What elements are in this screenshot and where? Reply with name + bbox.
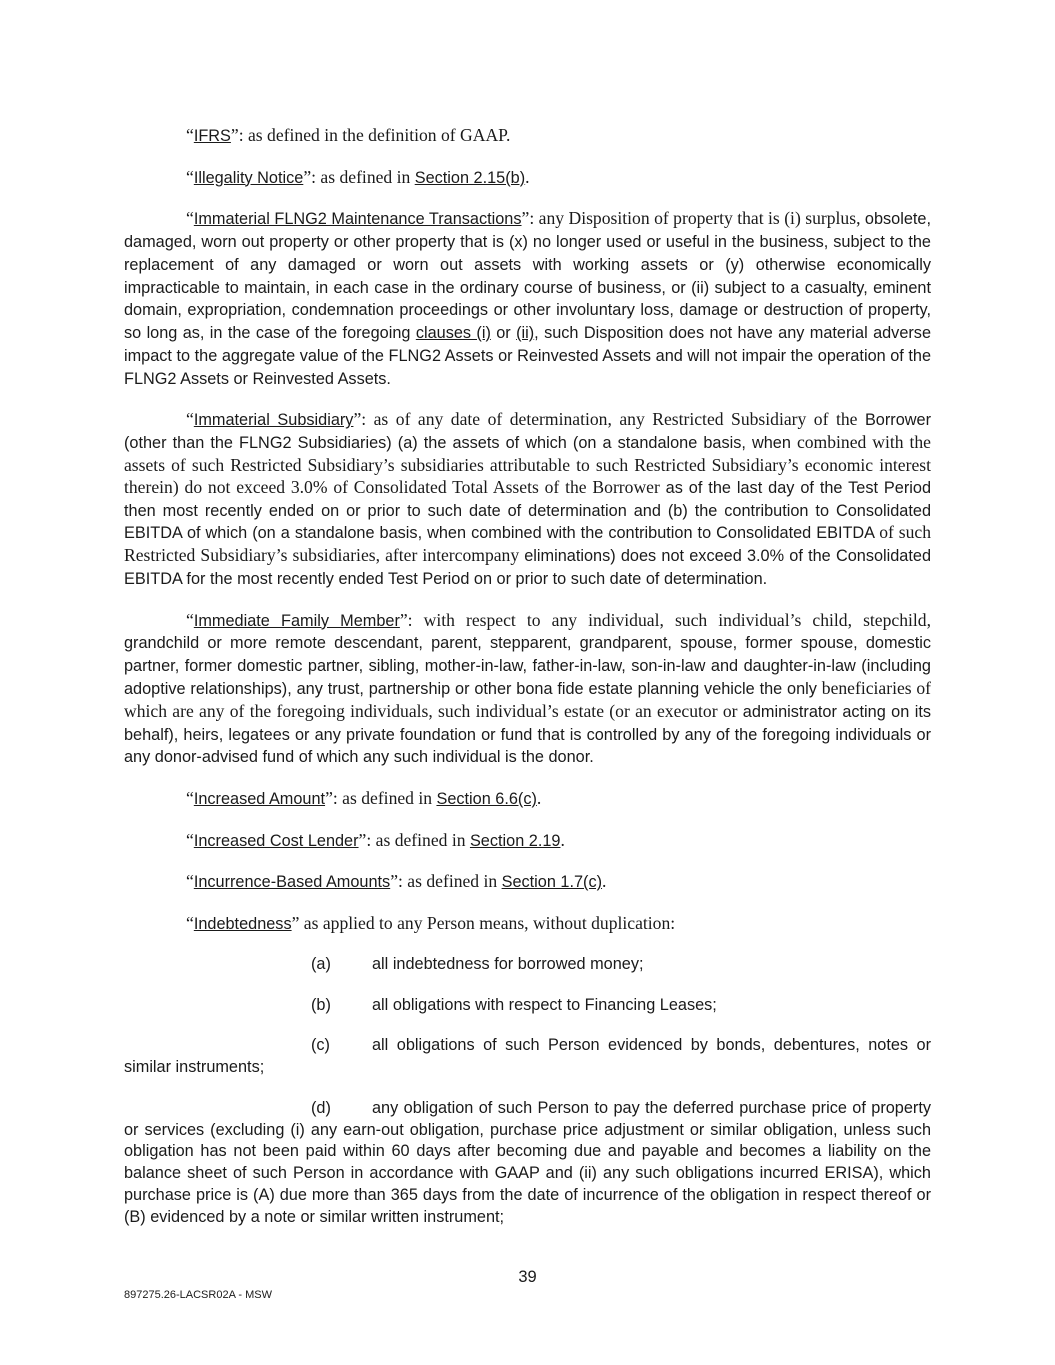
defined-term: Immaterial Subsidiary bbox=[193, 411, 354, 430]
definition-incurrence-based-amounts bbox=[124, 871, 931, 894]
definition-text: Borrower (other than the FLNG2 Subsidiaries) (a) the assets of which (on a standalone basis, when bbox=[124, 411, 931, 453]
open-quote: “ bbox=[186, 166, 194, 187]
clause-text: all obligations of such Person evidenced by bonds, debentures, notes or similar instruments; bbox=[124, 1036, 931, 1077]
definition-text: , such Disposition does not have any material adverse impact to the aggregate value of the FLNG2 Assets or Reinvested Assets and will not impair the operation of the FLNG2 Assets or Reinvested Assets. bbox=[124, 324, 931, 388]
period: . bbox=[536, 787, 542, 808]
defined-term: Immaterial FLNG2 Maintenance Transactions bbox=[193, 210, 522, 229]
definition-text: ” as applied to any Person means, without duplication: bbox=[291, 912, 676, 933]
defined-term: Illegality Notice bbox=[193, 168, 304, 187]
definition-text: obsolete, damaged, worn out property or other property that is (x) no longer used or useful in the business, subject to the replacement of any damaged or worn out assets with working assets or (y) otherwise economically impracticable to maintain, in each case in the ordinary course of business, or (ii) subject to a casualty, eminent domain, expropriation, condemnation proceedings or other involuntary loss, damage or destruction of property, so long as, in the case of the foregoing bbox=[124, 210, 931, 343]
clause-d bbox=[124, 1098, 931, 1229]
definition-text: ”: as of any date of determination, any Restricted Subsidiary of the bbox=[353, 409, 865, 430]
section-reference: Section 1.7(c) bbox=[501, 873, 603, 892]
defined-term: IFRS bbox=[193, 127, 231, 145]
clause-text: any obligation of such Person to pay the deferred purchase price of property or services (excluding (i) any earn-out obligation, purchase price adjustment or similar obligation, unless such obligation has not been paid within 60 days after becoming due and payable and becomes a liability on the balance sheet of such Person in accordance with GAAP and (ii) any such obligations incurred ERISA), which purchase price is (A) due more than 365 days from the date of incurrence of the obligation in respect thereof or (B) evidenced by a note or similar written instrument; bbox=[124, 1098, 931, 1226]
clause-reference: clauses (i) bbox=[415, 324, 491, 343]
definition-ifrs bbox=[124, 125, 931, 148]
clause-b bbox=[124, 995, 931, 1017]
definition-text: of such Restricted Subsidiary’s subsidiaries, after intercompany bbox=[124, 522, 931, 566]
definition-text: ”: as defined in bbox=[325, 787, 437, 808]
period: . bbox=[525, 166, 530, 187]
definition-text: or bbox=[490, 324, 517, 343]
clause-label: (d) bbox=[311, 1098, 331, 1117]
defined-term: Increased Amount bbox=[193, 789, 326, 808]
open-quote: “ bbox=[186, 208, 194, 229]
definition-increased-cost-lender bbox=[124, 830, 931, 853]
section-reference: Section 2.19 bbox=[469, 831, 561, 850]
period: . bbox=[602, 871, 607, 892]
defined-term: Immediate Family Member bbox=[193, 611, 400, 630]
definition-text: administrator acting on its behalf), heirs, legatees or any private foundation or fund that is controlled by any of the foregoing individuals or any donor-advised fund of which any such individual is the donor. bbox=[124, 702, 931, 767]
definition-text: grandchild or more remote descendant, parent, stepparent, grandparent, spouse, former spouse, domestic partner, former domestic partner, sibling, mother-in-law, father-in-law, son-in-law and daughter-in-law (including adoptive relationships), any trust, partnership or other bona fide estate planning vehicle the only bbox=[124, 634, 931, 698]
definition-immaterial-subsidiary bbox=[124, 409, 931, 590]
clause-label: (c) bbox=[311, 1036, 330, 1055]
period: . bbox=[560, 829, 565, 850]
open-quote: “ bbox=[186, 609, 194, 630]
definition-illegality-notice bbox=[124, 167, 931, 190]
page-number: 39 bbox=[518, 1268, 537, 1286]
definition-increased-amount bbox=[124, 788, 931, 811]
defined-term: Incurrence-Based Amounts bbox=[193, 873, 391, 892]
open-quote: “ bbox=[186, 829, 194, 850]
definition-text: ”: with respect to any individual, such individual’s child, stepchild, bbox=[399, 609, 931, 630]
clause-a bbox=[124, 954, 931, 976]
definition-immediate-family-member bbox=[124, 610, 931, 770]
open-quote: “ bbox=[186, 871, 194, 892]
definition-immaterial-flng2 bbox=[124, 208, 931, 390]
defined-term: Indebtedness bbox=[193, 914, 292, 933]
definition-text: ”: as defined in bbox=[303, 166, 415, 187]
definition-text: ”: as defined in bbox=[390, 871, 502, 892]
open-quote: “ bbox=[186, 125, 194, 145]
definition-text: combined with the assets of such Restricted Subsidiary’s subsidiaries attributable to such Restricted Subsidiary’s economic interest therein) do not exceed 3.0% of Consolidated Total Assets of the Borrower bbox=[124, 432, 931, 497]
definition-text: as of the last day of the Test Period then most recently ended on or prior to such date of determination and (b) the contribution to Consolidated EBITDA of which (on a standalone basis, when combined with the contribution to Consolidated EBITDA bbox=[124, 478, 931, 543]
document-body bbox=[124, 125, 931, 1247]
clause-label: (b) bbox=[311, 995, 331, 1014]
section-reference: Section 6.6(c) bbox=[436, 789, 537, 808]
definition-text: ”: as defined in the definition of GAAP. bbox=[230, 125, 511, 145]
open-quote: “ bbox=[186, 912, 194, 933]
section-reference: Section 2.15(b) bbox=[414, 168, 526, 187]
clause-text: all obligations with respect to Financing Leases; bbox=[372, 995, 717, 1014]
definition-indebtedness bbox=[124, 913, 931, 936]
defined-term: Increased Cost Lender bbox=[193, 831, 359, 850]
clause-text: all indebtedness for borrowed money; bbox=[372, 955, 644, 974]
definition-text: beneficiaries of which are any of the foregoing individuals, such individual’s estate (or an executor or bbox=[124, 677, 932, 721]
definition-text: ”: any Disposition of property that is (i) surplus, bbox=[521, 208, 865, 229]
definition-text: ”: as defined in bbox=[358, 829, 470, 850]
definition-text: eliminations) does not exceed 3.0% of the Consolidated EBITDA for the most recently ended Test Period on or prior to such date of determination. bbox=[124, 547, 932, 588]
clause-reference: (ii) bbox=[516, 324, 535, 343]
document-id: 897275.26-LACSR02A - MSW bbox=[124, 1289, 272, 1301]
open-quote: “ bbox=[186, 409, 194, 430]
open-quote: “ bbox=[186, 787, 194, 808]
clause-c bbox=[124, 1035, 931, 1079]
clause-label: (a) bbox=[311, 955, 331, 974]
